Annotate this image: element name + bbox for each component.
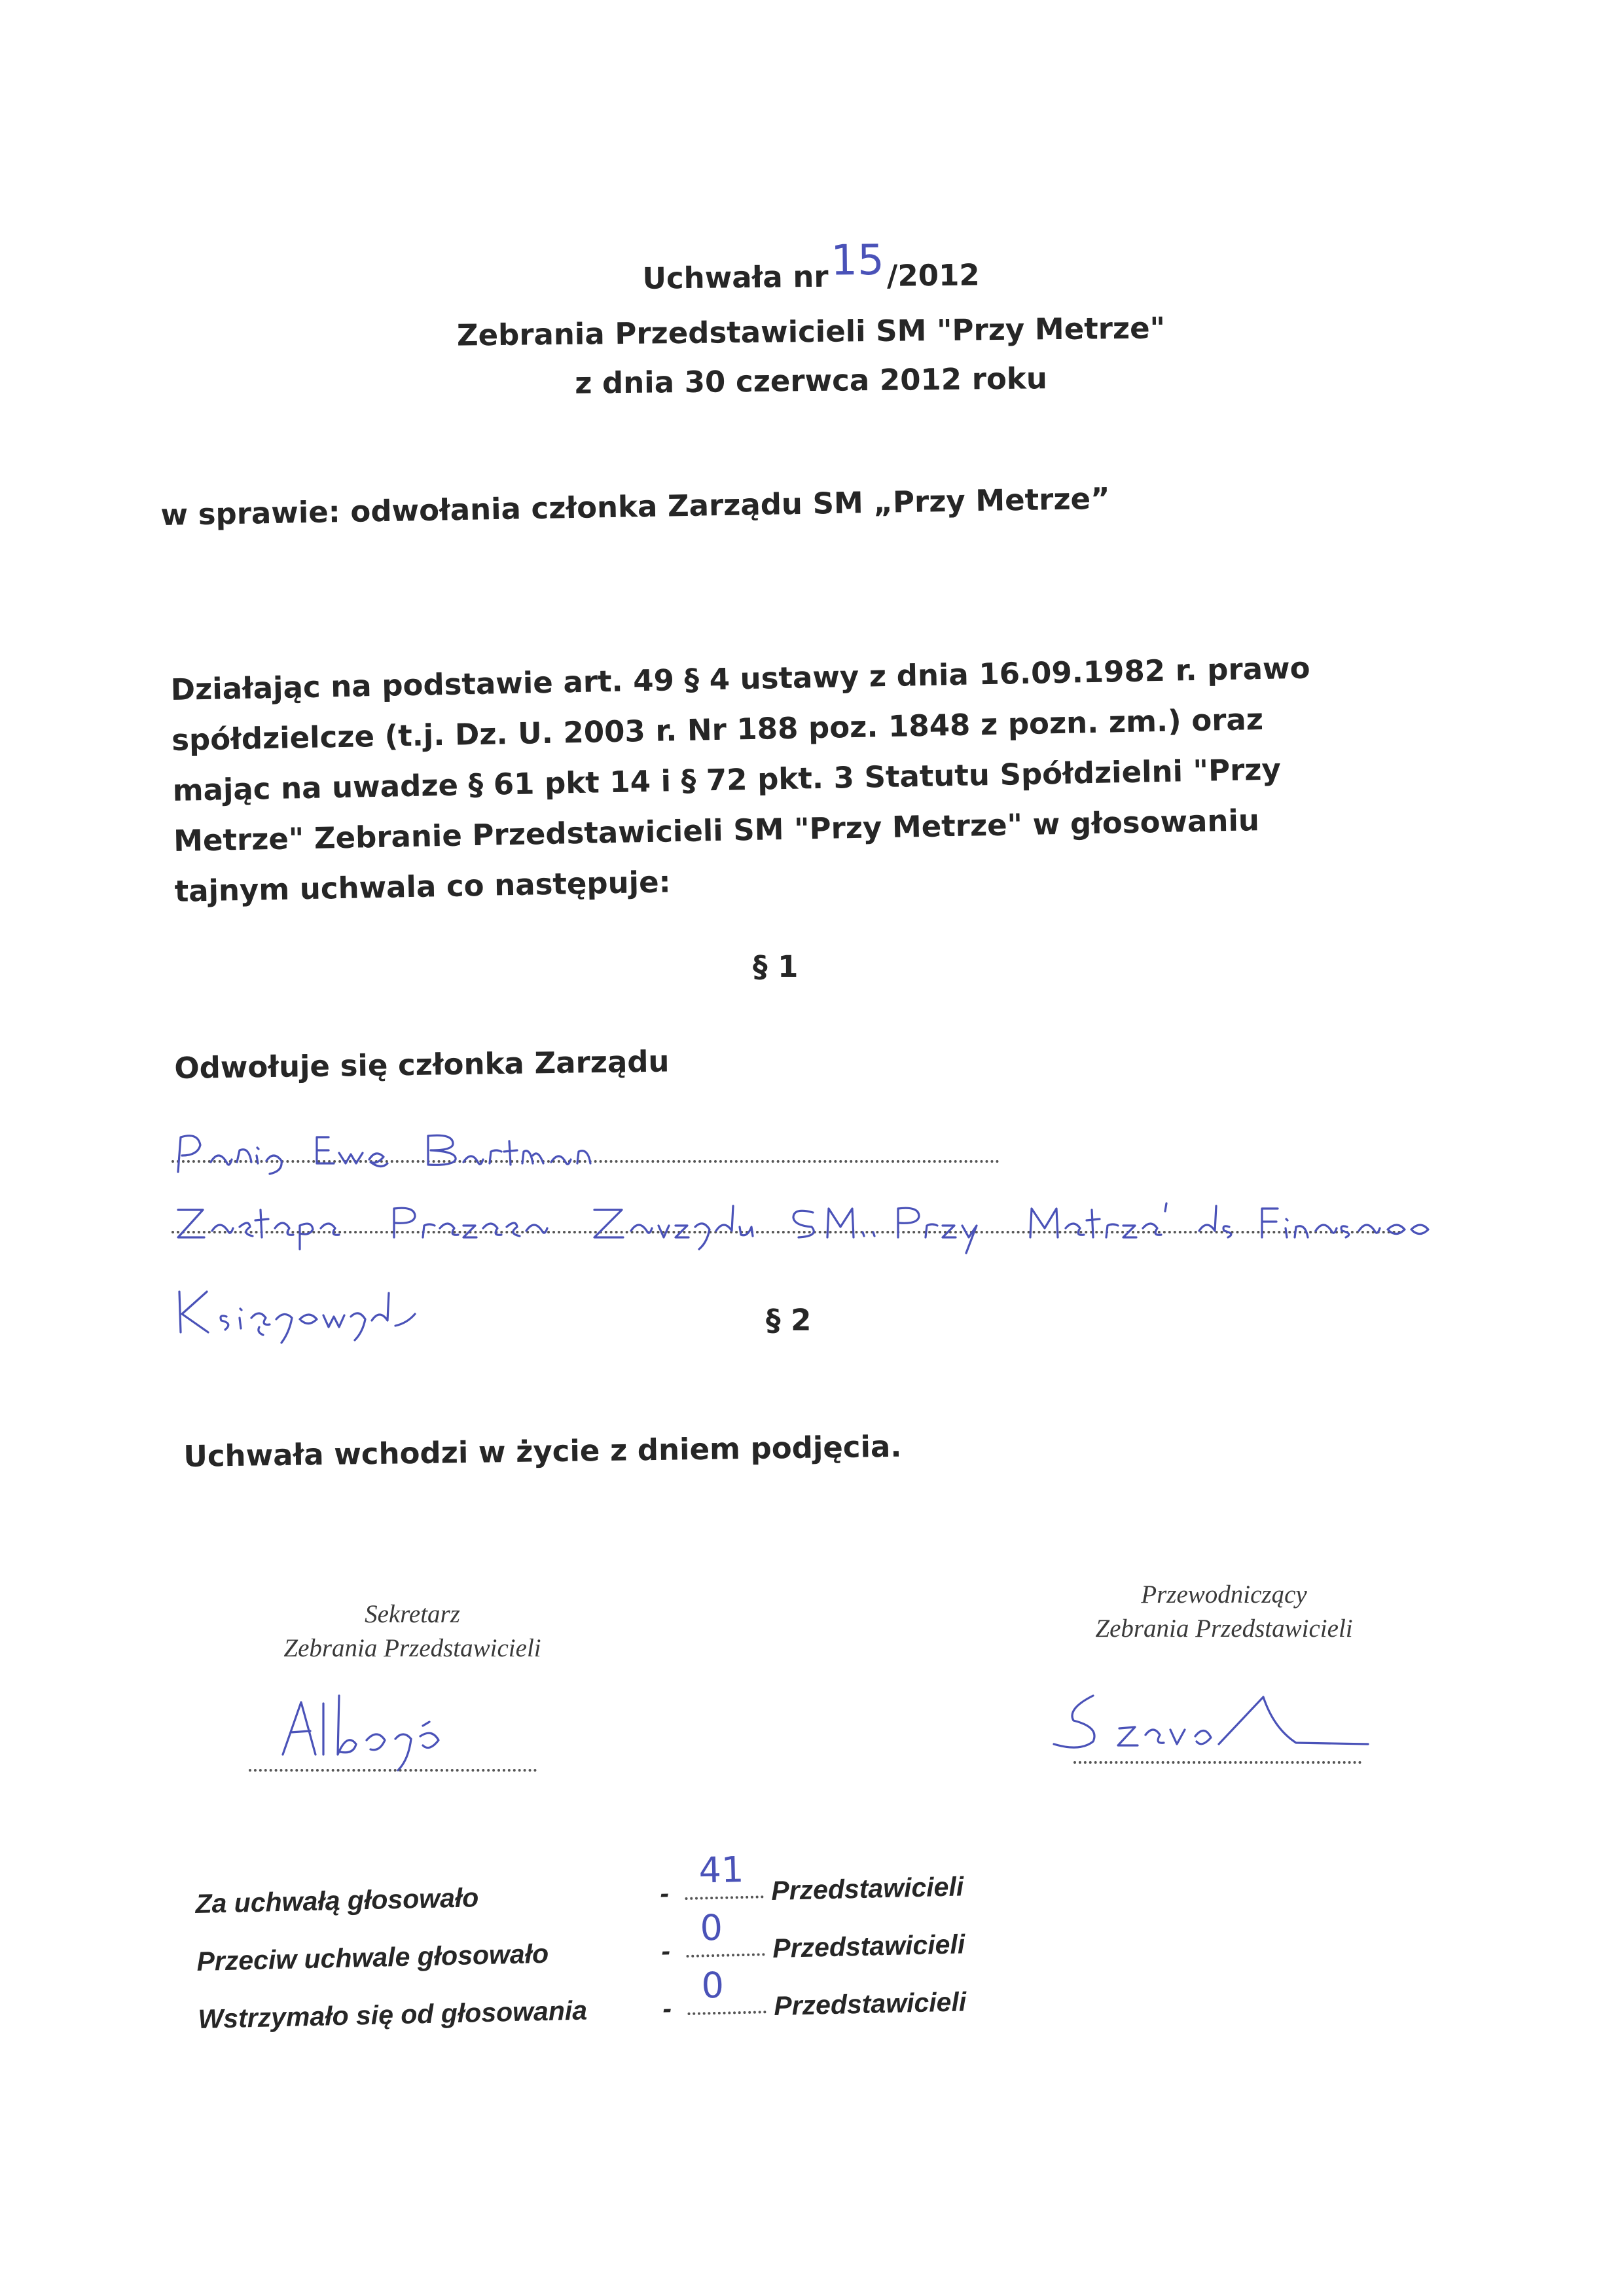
chairman-signature-block bbox=[1021, 1578, 1427, 1646]
effective-date-statement: Uchwała wchodzi w życie z dniem podjęcia. bbox=[183, 1429, 902, 1474]
vote-unit: Przedstawicieli bbox=[772, 1929, 965, 1964]
vote-count: 0 bbox=[699, 1906, 723, 1949]
vote-fill-line bbox=[686, 1953, 765, 1958]
title-handwritten-number: 15 bbox=[830, 236, 885, 285]
secretary-signature bbox=[275, 1689, 458, 1774]
section-2-heading: § 2 bbox=[766, 1303, 812, 1338]
secretary-subtitle: Zebrania Przedstawicieli bbox=[283, 1634, 541, 1662]
vote-dash: - bbox=[660, 1935, 671, 1966]
vote-fill-line bbox=[687, 2011, 766, 2015]
secretary-title: Sekretarz bbox=[365, 1600, 460, 1628]
dismissal-statement: Odwołuje się członka Zarządu bbox=[174, 1044, 670, 1085]
body-line: spółdzielcze (t.j. Dz. U. 2003 r. Nr 188 poz. 1848 z pozn. zm.) oraz bbox=[171, 701, 1264, 757]
resolution-subject: w sprawie: odwołania członka Zarządu SM „Przy Metrze” bbox=[160, 481, 1111, 532]
vote-fill-line bbox=[685, 1895, 763, 1900]
vote-label: Przeciw uchwale głosowało bbox=[196, 1938, 549, 1977]
secretary-signature-line bbox=[249, 1769, 537, 1772]
vote-row-for bbox=[195, 1848, 964, 1946]
vote-unit: Przedstawicieli bbox=[773, 1986, 967, 2021]
legal-basis-paragraph bbox=[170, 641, 1405, 917]
vote-count: 41 bbox=[698, 1848, 744, 1891]
title-suffix: /2012 bbox=[886, 257, 980, 293]
vote-dash: - bbox=[659, 1878, 670, 1908]
chairman-signature-line bbox=[1073, 1761, 1361, 1764]
secretary-signature-block bbox=[209, 1597, 615, 1666]
title-prefix: Uchwała nr bbox=[642, 259, 829, 296]
vote-tally bbox=[195, 1848, 967, 2062]
body-line: Działając na podstawie art. 49 § 4 ustawy z dnia 16.09.1982 r. prawo bbox=[170, 650, 1310, 707]
vote-label: Za uchwałą głosowało bbox=[195, 1882, 479, 1919]
vote-row-against bbox=[196, 1906, 965, 2004]
handwritten-department bbox=[171, 1280, 512, 1352]
vote-dash: - bbox=[662, 1993, 672, 2024]
handwritten-position bbox=[171, 1190, 1533, 1256]
body-line: Metrze" Zebranie Przedstawicieli SM "Przy Metrze" w głosowaniu bbox=[173, 803, 1260, 858]
body-line: tajnym uchwala co następuje: bbox=[174, 864, 672, 909]
section-1-heading: § 1 bbox=[753, 949, 799, 984]
vote-unit: Przedstawicieli bbox=[770, 1871, 964, 1906]
assembly-name: Zebrania Przedstawicieli SM "Przy Metrze" bbox=[456, 310, 1166, 353]
chairman-subtitle: Zebrania Przedstawicieli bbox=[1095, 1614, 1353, 1643]
resolution-date: z dnia 30 czerwca 2012 roku bbox=[574, 361, 1048, 401]
chairman-signature bbox=[1047, 1689, 1388, 1761]
handwritten-name bbox=[171, 1123, 734, 1182]
resolution-title bbox=[0, 236, 1622, 306]
vote-label: Wstrzymało się od głosowania bbox=[197, 1995, 588, 2034]
vote-count: 0 bbox=[700, 1964, 725, 2007]
body-line: mając na uwadze § 61 pkt 14 i § 72 pkt. 3 Statutu Spółdzielni "Przy bbox=[172, 752, 1282, 808]
vote-row-abstain bbox=[197, 1964, 967, 2062]
chairman-title: Przewodniczący bbox=[1141, 1580, 1307, 1609]
